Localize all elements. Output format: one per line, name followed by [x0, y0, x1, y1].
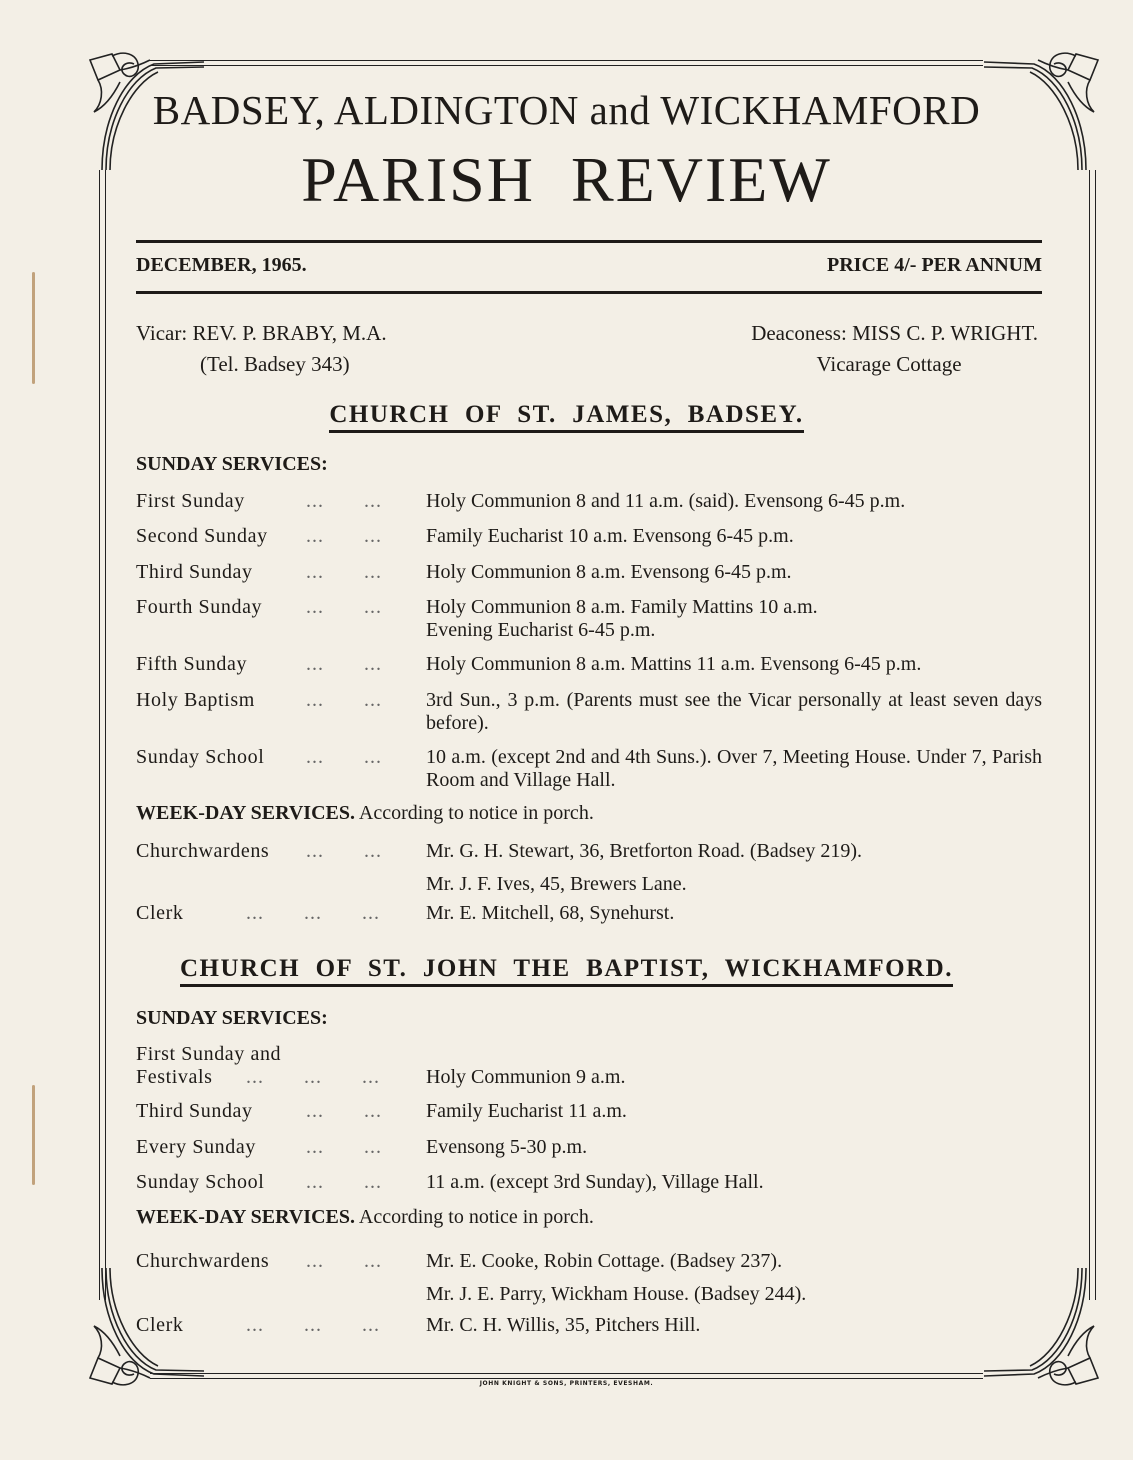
- leader-dots: ... ...: [306, 840, 382, 862]
- deaconess-name: Deaconess: MISS C. P. WRIGHT.: [751, 321, 1038, 345]
- service-row: First Sunday ... ... Holy Communion 8 and 11 a.m. (said). Evensong 6-45 p.m.: [136, 490, 906, 512]
- leader-dots: ... ...: [306, 653, 382, 675]
- service-row: Every Sunday ... ... Evensong 5-30 p.m.: [136, 1136, 588, 1158]
- leader-dots: ... ...: [306, 1136, 382, 1158]
- deaconess-address: Vicarage Cottage: [816, 352, 962, 376]
- vicar-name: Vicar: REV. P. BRABY, M.A.: [136, 321, 387, 345]
- clerk-row: Clerk ... ... ... Mr. E. Mitchell, 68, Synehurst.: [136, 902, 675, 924]
- wickhamford-church-heading: CHURCH OF ST. JOHN THE BAPTIST, WICKHAMFORD.: [0, 955, 1133, 983]
- churchwardens-row: Churchwardens ... ... Mr. E. Cooke, Robin Cottage. (Badsey 237). Mr. J. E. Parry, Wickham House. (Badsey 244).: [136, 1250, 1042, 1311]
- service-row: Third Sunday ... ... Family Eucharist 11 a.m.: [136, 1100, 627, 1122]
- masthead-parishes: BADSEY, ALDINGTON and WICKHAMFORD: [152, 87, 981, 133]
- border-right: [1089, 170, 1096, 1300]
- wickhamford-sunday-heading: SUNDAY SERVICES:: [136, 1007, 328, 1029]
- leader-dots: ... ... ...: [246, 902, 380, 924]
- churchwardens-row: Churchwardens ... ... Mr. G. H. Stewart, 36, Bretforton Road. (Badsey 219). Mr. J. F. Ives, 45, Brewers Lane.: [136, 840, 1042, 901]
- leader-dots: ... ...: [306, 1250, 382, 1272]
- service-row: Third Sunday ... ... Holy Communion 8 a.m. Evensong 6-45 p.m.: [136, 561, 792, 583]
- leader-dots: ... ...: [306, 1171, 382, 1193]
- wickhamford-weekday-services: WEEK-DAY SERVICES. According to notice in porch.: [136, 1206, 594, 1228]
- leader-dots: ... ...: [306, 525, 382, 547]
- leader-dots: ... ... ...: [246, 1066, 380, 1088]
- leader-dots: ... ...: [306, 561, 382, 583]
- issue-price: PRICE 4/- PER ANNUM: [827, 254, 1042, 276]
- divider: [136, 291, 1042, 294]
- leader-dots: ... ...: [306, 746, 382, 768]
- vicar-telephone: (Tel. Badsey 343): [200, 352, 350, 376]
- leader-dots: ... ...: [306, 596, 382, 618]
- vicar-info: [136, 318, 387, 380]
- border-bottom: [150, 1373, 983, 1379]
- issue-info: [136, 254, 1042, 277]
- service-row: Fourth Sunday ... ... Holy Communion 8 a.m. Family Mattins 10 a.m. Evening Eucharist 6-45 p.m.: [136, 596, 818, 641]
- service-row: Second Sunday ... ... Family Eucharist 10 a.m. Evensong 6-45 p.m.: [136, 525, 794, 547]
- service-row: Sunday School ... ... 11 a.m. (except 3rd Sunday), Village Hall.: [136, 1171, 764, 1193]
- border-top: [150, 60, 983, 66]
- leader-dots: ... ...: [306, 1100, 382, 1122]
- staple-mark: [32, 1085, 35, 1185]
- leader-dots: ... ...: [306, 689, 382, 711]
- badsey-sunday-heading: SUNDAY SERVICES:: [136, 453, 328, 475]
- service-row: Sunday School ... ... 10 a.m. (except 2nd and 4th Suns.). Over 7, Meeting House. Under 7, Parish Room and Village Hall.: [136, 746, 1042, 791]
- badsey-weekday-services: WEEK-DAY SERVICES. According to notice in porch.: [136, 802, 594, 824]
- service-row: Holy Baptism ... ... 3rd Sun., 3 p.m. (Parents must see the Vicar personally at least seven days before).: [136, 689, 1042, 734]
- service-row: First Sunday and Festivals ... ... ... Holy Communion 9 a.m.: [136, 1043, 626, 1088]
- masthead-title: PARISH REVIEW: [301, 144, 832, 215]
- printer-imprint: JOHN KNIGHT & SONS, PRINTERS, EVESHAM.: [479, 1380, 654, 1387]
- divider: [136, 240, 1042, 243]
- issue-date: DECEMBER, 1965.: [136, 254, 307, 276]
- border-left: [99, 170, 106, 1300]
- badsey-church-heading: CHURCH OF ST. JAMES, BADSEY.: [0, 401, 1133, 429]
- staple-mark: [32, 272, 35, 384]
- service-row: Fifth Sunday ... ... Holy Communion 8 a.m. Mattins 11 a.m. Evensong 6-45 p.m.: [136, 653, 922, 675]
- clerk-row: Clerk ... ... ... Mr. C. H. Willis, 35, Pitchers Hill.: [136, 1314, 701, 1336]
- deaconess-info: [680, 318, 1038, 380]
- leader-dots: ... ... ...: [246, 1314, 380, 1336]
- leader-dots: ... ...: [306, 490, 382, 512]
